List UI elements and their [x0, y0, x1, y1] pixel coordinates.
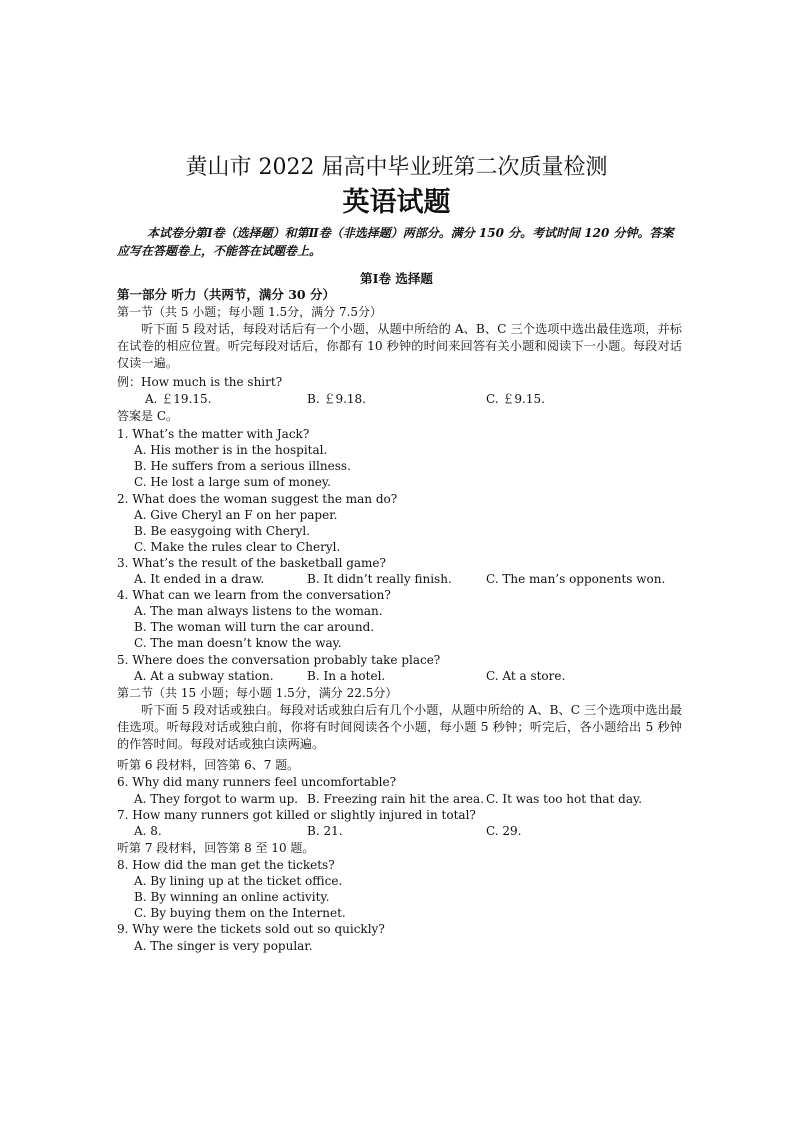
example-answer: 答案是 C。: [117, 409, 178, 423]
q3-option-a: A. It ended in a draw.: [134, 572, 265, 586]
part-heading: 第一部分 听力（共两节，满分 30 分）: [117, 287, 335, 302]
q1-option-c: C. He lost a large sum of money.: [134, 475, 331, 489]
q9-option-a: A. The singer is very popular.: [134, 939, 313, 953]
exam-note: 本试卷分第Ⅰ卷（选择题）和第Ⅱ卷（非选择题）两部分。满分 150 分。考试时间 120 分钟。答案应写在答题卷上，不能答在试题卷上。: [117, 226, 674, 258]
example-option-a: A. ￡19.15.: [145, 392, 212, 406]
q8-option-c: C. By buying them on the Internet.: [134, 906, 346, 920]
q1-option-a: A. His mother is in the hospital.: [134, 443, 328, 457]
q7-option-b: B. 21.: [307, 824, 343, 838]
q8-option-a: A. By lining up at the ticket office.: [134, 874, 343, 888]
question-4: 4. What can we learn from the conversation?: [117, 588, 391, 602]
question-3: 3. What’s the result of the basketball game?: [117, 556, 386, 570]
question-1: 1. What’s the matter with Jack?: [117, 427, 310, 441]
q7-option-c: C. 29.: [486, 824, 522, 838]
q2-option-c: C. Make the rules clear to Cheryl.: [134, 540, 341, 554]
q8-option-b: B. By winning an online activity.: [134, 890, 330, 904]
q4-option-c: C. The man doesn’t know the way.: [134, 636, 342, 650]
q1-option-b: B. He suffers from a serious illness.: [134, 459, 351, 473]
q6-option-b: B. Freezing rain hit the area.: [307, 792, 484, 806]
material-7-note: 听第 7 段材料，回答第 8 至 10 题。: [117, 841, 315, 855]
example-option-b: B. ￡9.18.: [307, 392, 366, 406]
question-2: 2. What does the woman suggest the man do?: [117, 492, 398, 506]
volume-title: 第Ⅰ卷 选择题: [360, 271, 433, 286]
section2-instructions: 听下面 5 段对话或独白。每段对话或独白后有几个小题，从题中所给的 A、B、C 三个选项中选出最佳选项。听每段对话或独白前，你将有时间阅读各个小题，每小题 5 秒钟；听完后，各小题给出 5 秒钟的作答时间。每段对话或独白读两遍。: [117, 703, 682, 751]
q4-option-a: A. The man always listens to the woman.: [134, 604, 383, 618]
question-5: 5. Where does the conversation probably take place?: [117, 653, 441, 667]
question-7: 7. How many runners got killed or slightly injured in total?: [117, 808, 476, 822]
q5-option-c: C. At a store.: [486, 669, 566, 683]
q7-option-a: A. 8.: [134, 824, 162, 838]
section1-heading: 第一节（共 5 小题；每小题 1.5分，满分 7.5分）: [117, 305, 383, 319]
q3-option-b: B. It didn’t really finish.: [307, 572, 452, 586]
example-option-c: C. ￡9.15.: [486, 392, 545, 406]
q5-option-b: B. In a hotel.: [307, 669, 386, 683]
question-6: 6. Why did many runners feel uncomfortable?: [117, 775, 397, 789]
material-6-note: 听第 6 段材料，回答第 6、7 题。: [117, 758, 300, 772]
example-question: 例：How much is the shirt?: [117, 375, 283, 389]
section1-instructions: 听下面 5 段对话，每段对话后有一个小题，从题中所给的 A、B、C 三个选项中选出最佳选项，并标在试卷的相应位置。听完每段对话后，你都有 10 秒钟的时间来回答有关小题和阅读下一小题。每段对话仅读一遍。: [117, 322, 682, 370]
section2-heading: 第二节（共 15 小题；每小题 1.5分，满分 22.5分）: [117, 686, 398, 700]
question-9: 9. Why were the tickets sold out so quickly?: [117, 922, 385, 936]
exam-title: 黄山市 2022 届高中毕业班第二次质量检测: [185, 155, 608, 180]
q2-option-b: B. Be easygoing with Cheryl.: [134, 524, 310, 538]
subject-title: 英语试题: [342, 187, 451, 218]
q2-option-a: A. Give Cheryl an F on her paper.: [134, 508, 338, 522]
q4-option-b: B. The woman will turn the car around.: [134, 620, 375, 634]
q6-option-a: A. They forgot to warm up.: [134, 792, 299, 806]
q3-option-c: C. The man’s opponents won.: [486, 572, 666, 586]
q6-option-c: C. It was too hot that day.: [486, 792, 643, 806]
question-8: 8. How did the man get the tickets?: [117, 858, 335, 872]
q5-option-a: A. At a subway station.: [134, 669, 274, 683]
